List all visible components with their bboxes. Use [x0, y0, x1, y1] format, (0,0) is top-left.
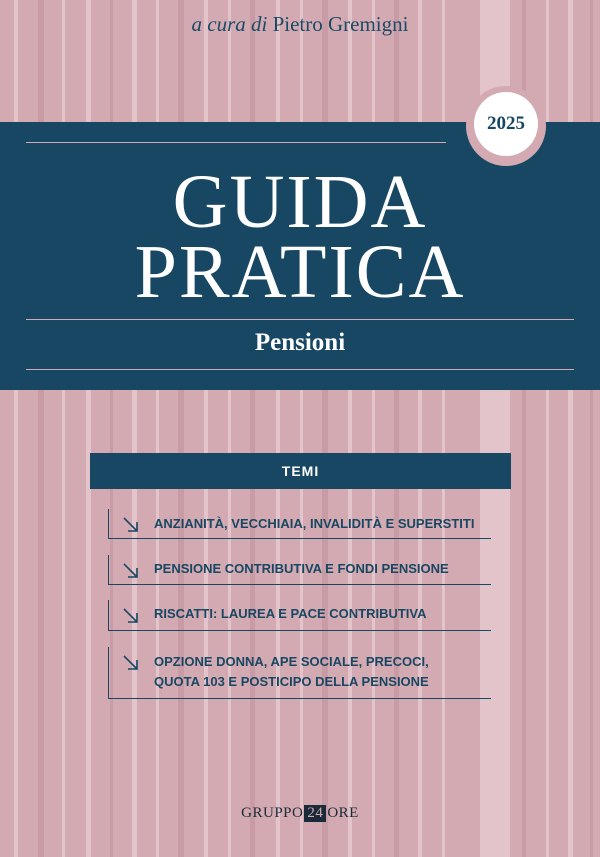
publisher-logo — [0, 805, 600, 822]
arrow-down-right-icon — [121, 606, 141, 626]
arrow-down-right-icon — [121, 653, 141, 673]
editor-credit — [0, 12, 600, 37]
topic-text-3: RISCATTI: LAUREA E PACE CONTRIBUTIVA — [154, 606, 427, 621]
topic-item-3 — [108, 600, 491, 631]
title-line-1: GUIDA — [172, 160, 428, 244]
topic-text-1: ANZIANITÀ, VECCHIAIA, INVALIDITÀ E SUPERSTITI — [154, 516, 475, 531]
band-rule-middle — [26, 319, 574, 320]
topic-text-4: OPZIONE DONNA, APE SOCIALE, PRECOCI, QUOTA 103 E POSTICIPO DELLA PENSIONE — [154, 654, 429, 689]
editor-prefix: a cura di — [191, 12, 268, 36]
section-header-temi: TEMI — [90, 453, 511, 489]
topic-item-4 — [108, 647, 491, 699]
publisher-right: ORE — [327, 805, 359, 821]
arrow-down-right-icon — [121, 515, 141, 535]
topic-item-1 — [108, 509, 491, 539]
title-line-2: PRATICA — [134, 230, 466, 314]
editor-name: Pietro Gremigni — [272, 12, 409, 36]
subtitle: Pensioni — [254, 329, 346, 356]
publisher-left: GRUPPO — [241, 805, 304, 821]
publisher-mark: 24 — [304, 805, 326, 822]
band-rule-bottom — [26, 369, 574, 370]
year-badge: 2025 — [474, 92, 538, 156]
topic-item-2 — [108, 555, 491, 585]
topic-text-2: PENSIONE CONTRIBUTIVA E FONDI PENSIONE — [154, 561, 449, 576]
band-rule-top — [26, 142, 446, 143]
arrow-down-right-icon — [121, 561, 141, 581]
